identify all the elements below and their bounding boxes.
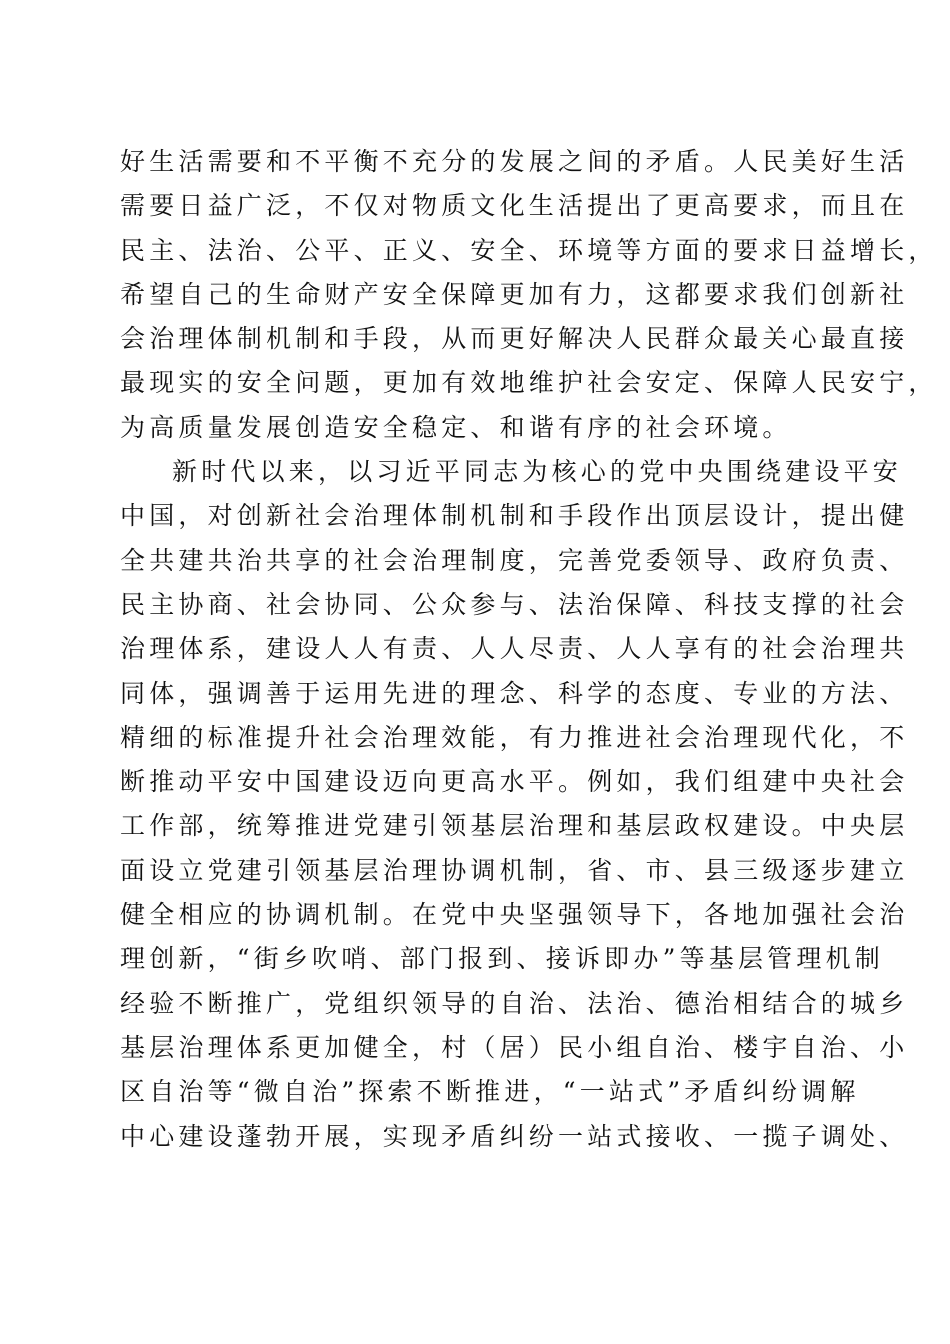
text-line-22: 区自治等“微自治”探索不断推进，“一站式”矛盾纠纷调解 — [120, 1077, 860, 1107]
text-line-6: 最现实的安全问题，更加有效地维护社会安定、保障人民安宁， — [120, 368, 938, 398]
text-line-4: 希望自己的生命财产安全保障更加有力，这都要求我们创新社 — [120, 279, 909, 309]
text-line-18: 健全相应的协调机制。在党中央坚强领导下，各地加强社会治 — [120, 900, 909, 930]
text-line-20: 经验不断推广，党组织领导的自治、法治、德治相结合的城乡 — [120, 988, 909, 1018]
text-line-9: 中国，对创新社会治理体制机制和手段作出顶层设计，提出健 — [120, 501, 909, 531]
text-line-17: 面设立党建引领基层治理协调机制，省、市、县三级逐步建立 — [120, 855, 909, 885]
text-line-5: 会治理体制机制和手段，从而更好解决人民群众最关心最直接 — [120, 324, 909, 354]
text-line-11: 民主协商、社会协同、公众参与、法治保障、科技支撑的社会 — [120, 589, 909, 619]
text-line-23: 中心建设蓬勃开展，实现矛盾纠纷一站式接收、一揽子调处、 — [120, 1121, 909, 1151]
body-text — [120, 140, 938, 1159]
text-line-15: 断推动平安中国建设迈向更高水平。例如，我们组建中央社会 — [120, 767, 909, 797]
text-line-1: 好生活需要和不平衡不充分的发展之间的矛盾。人民美好生活 — [120, 147, 909, 176]
text-line-7: 为高质量发展创造安全稳定、和谐有序的社会环境。 — [120, 412, 792, 442]
text-line-8-paragraph-start: 新时代以来，以习近平同志为核心的党中央围绕建设平安 — [172, 457, 903, 487]
text-line-2: 需要日益广泛，不仅对物质文化生活提出了更高要求，而且在 — [120, 191, 909, 221]
text-line-14: 精细的标准提升社会治理效能，有力推进社会治理现代化，不 — [120, 722, 909, 752]
text-line-13: 同体，强调善于运用先进的理念、科学的态度、专业的方法、 — [120, 678, 909, 708]
text-line-12: 治理体系，建设人人有责、人人尽责、人人享有的社会治理共 — [120, 634, 909, 664]
text-line-10: 全共建共治共享的社会治理制度，完善党委领导、政府负责、 — [120, 545, 909, 575]
text-line-19: 理创新，“街乡吹哨、部门报到、接诉即办”等基层管理机制 — [120, 944, 884, 974]
text-line-21: 基层治理体系更加健全，村（居）民小组自治、楼宇自治、小 — [120, 1032, 909, 1062]
text-line-16: 工作部，统筹推进党建引领基层治理和基层政权建设。中央层 — [120, 811, 909, 841]
text-line-3: 民主、法治、公平、正义、安全、环境等方面的要求日益增长， — [120, 235, 938, 265]
